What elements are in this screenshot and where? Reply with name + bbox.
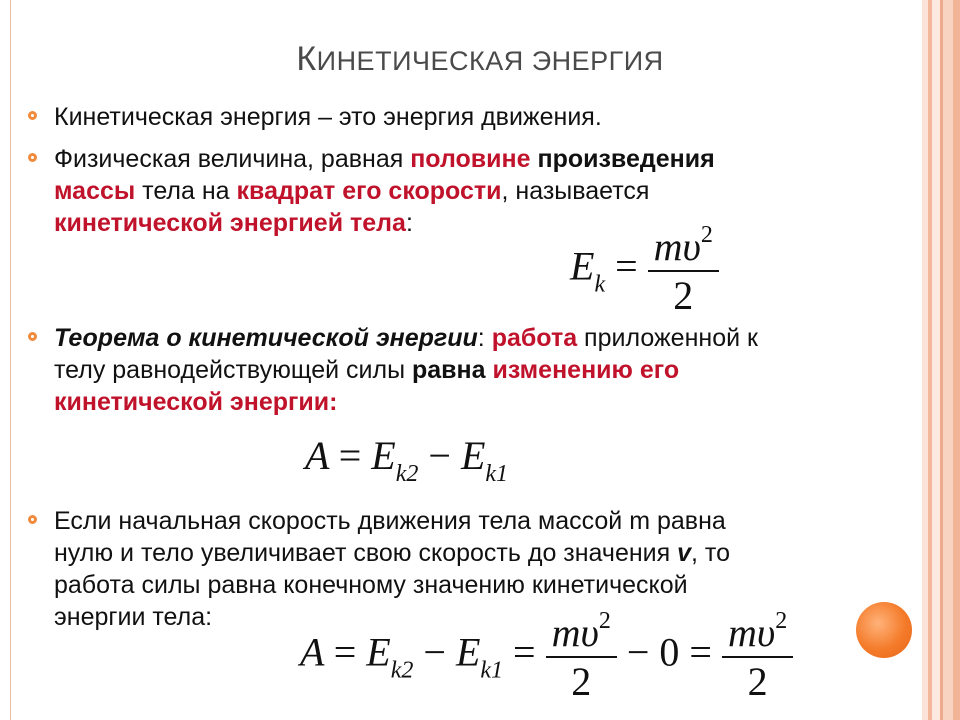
formula-work-zero-start: [300, 608, 793, 705]
bullet-1-text: Кинетическая энергия – это энергия движения.: [54, 103, 602, 131]
text: энергии тела:: [54, 603, 213, 631]
fraction-denominator: 2: [722, 656, 793, 705]
formula-symbol: mυ: [727, 610, 776, 655]
formula-power: 2: [775, 608, 788, 634]
text-highlight: квадрат его скорости: [236, 177, 502, 205]
formula-symbol: A: [305, 433, 329, 478]
text: Если начальная скорость движения тела массой m равна: [54, 507, 726, 535]
formula-operator: =: [338, 433, 362, 478]
fraction-numerator: [722, 608, 793, 656]
formula-kinetic-energy: [570, 222, 719, 319]
text: , называется: [501, 177, 650, 205]
formula-operator: =: [689, 629, 712, 675]
bullet-marker-icon: [28, 153, 37, 162]
left-border-line: [10, 0, 11, 720]
title-rest: ИНЕТИЧЕСКАЯ ЭНЕРГИЯ: [316, 46, 664, 76]
text: нулю и тело увеличивает свою скорость до значения: [54, 539, 678, 567]
text-highlight: изменению его: [492, 356, 680, 384]
formula-operator: −: [423, 629, 446, 675]
formula-symbol: mυ: [551, 610, 599, 655]
formula-symbol: E: [455, 629, 481, 675]
formula-symbol: E: [366, 629, 391, 675]
formula-subscript: k1: [485, 461, 509, 487]
fraction-numerator: [648, 222, 719, 270]
text-bold-italic: Теорема о кинетической энергии: [54, 324, 478, 352]
formula-symbol: E: [371, 433, 396, 478]
fraction-numerator: [546, 608, 617, 656]
fraction-denominator: 2: [648, 270, 719, 319]
text: телу равнодействующей силы: [54, 356, 412, 384]
formula-subscript: k1: [480, 657, 504, 684]
fraction-denominator: 2: [546, 656, 617, 705]
right-decorative-stripes: [922, 0, 960, 720]
text-highlight: кинетической энергией тела: [54, 209, 406, 237]
bullet-marker-icon: [28, 111, 37, 120]
text-bold: произведения: [537, 145, 715, 173]
text: Физическая величина, равная: [54, 145, 411, 173]
bullet-marker-icon: [28, 515, 37, 524]
text: работа силы равна конечному значению кинетической: [54, 571, 688, 599]
bullet-marker-icon: [28, 332, 37, 341]
formula-work-theorem: [305, 432, 508, 488]
fraction: [648, 222, 719, 319]
formula-symbol: mυ: [653, 224, 701, 269]
formula-subscript: k2: [395, 461, 419, 487]
text: , то: [691, 539, 730, 567]
formula-number: 0: [659, 629, 680, 675]
formula-subscript: k2: [390, 657, 414, 684]
bullet-3: [54, 322, 894, 418]
bullet-2: [54, 143, 874, 239]
formula-symbol: E: [570, 243, 595, 289]
slide-title: [0, 40, 960, 79]
text: [486, 356, 493, 384]
text-highlight: половине: [410, 145, 531, 173]
text-highlight: работа: [491, 324, 578, 352]
formula-power: 2: [598, 608, 611, 634]
formula-power: 2: [700, 222, 713, 248]
formula-symbol: A: [300, 629, 324, 675]
formula-operator: =: [513, 629, 536, 675]
formula-operator: −: [428, 433, 451, 478]
formula-operator: −: [626, 629, 650, 675]
fraction: [546, 608, 617, 705]
formula-operator: =: [615, 243, 638, 289]
bullet-1: [54, 101, 904, 133]
text-highlight: кинетической энергии:: [54, 388, 338, 416]
fraction: [722, 608, 793, 705]
text: тела на: [135, 177, 237, 205]
text-highlight: массы: [54, 177, 136, 205]
formula-operator: =: [333, 629, 357, 675]
text-bold-italic: v: [677, 539, 692, 567]
text: :: [477, 324, 492, 352]
text-bold: равна: [411, 356, 486, 384]
text: приложенной к: [577, 324, 758, 352]
text: :: [405, 209, 413, 237]
formula-subscript: k: [594, 271, 606, 298]
title-first-letter: К: [296, 40, 317, 78]
formula-symbol: E: [460, 433, 486, 478]
